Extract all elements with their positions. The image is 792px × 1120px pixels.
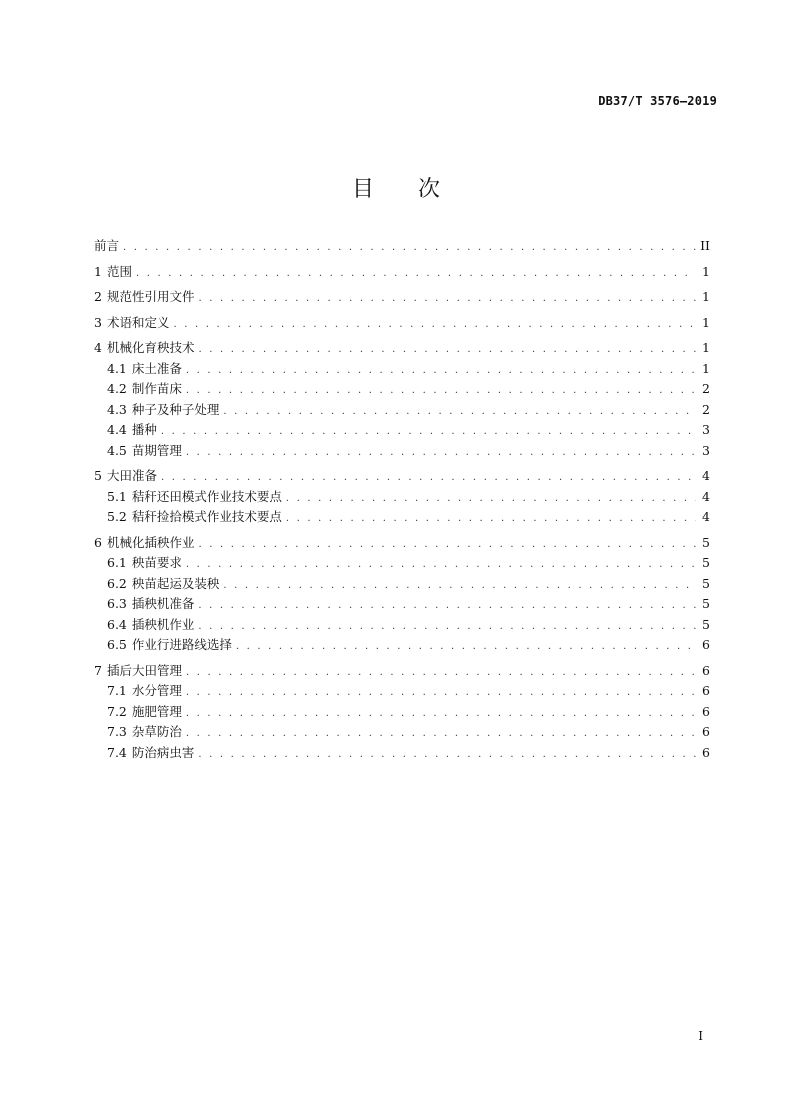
toc-entry-title: 秸秆还田模式作业技术要点 bbox=[131, 488, 282, 504]
toc-entry-number: 4 bbox=[94, 340, 102, 355]
toc-title: 目次 bbox=[351, 177, 484, 202]
toc-entry-number: 1 bbox=[94, 263, 102, 279]
toc-entry-title: 插秧机准备 bbox=[131, 596, 195, 611]
toc-entry-page: 1 bbox=[702, 263, 710, 279]
toc-entry[interactable] bbox=[94, 262, 710, 283]
toc-entry-number: 4.3 bbox=[107, 401, 127, 417]
toc-entry[interactable] bbox=[94, 400, 710, 421]
toc-entry[interactable] bbox=[94, 702, 710, 723]
toc-entry-page: 6 bbox=[702, 724, 710, 739]
toc-leader-dots bbox=[236, 637, 696, 658]
toc-entry[interactable] bbox=[94, 507, 710, 528]
toc-entry[interactable] bbox=[94, 743, 710, 764]
toc-entry-page: 6 bbox=[702, 662, 710, 678]
toc-entry-page: 2 bbox=[702, 381, 710, 396]
toc-entry-page: 5 bbox=[702, 555, 710, 570]
toc-leader-dots bbox=[198, 289, 696, 310]
toc-leader-dots bbox=[198, 617, 696, 638]
toc-leader-dots bbox=[198, 535, 696, 556]
toc-leader-dots bbox=[186, 443, 696, 464]
toc-entry-number: 7.2 bbox=[107, 703, 127, 719]
toc-entry-title: 秧苗起运及装秧 bbox=[131, 575, 220, 591]
toc-entry-page: 5 bbox=[702, 575, 710, 591]
toc-entry-page: 1 bbox=[702, 314, 710, 330]
toc-entry[interactable] bbox=[94, 420, 710, 441]
toc-entry-title: 插秧机作业 bbox=[131, 616, 195, 632]
toc-entry[interactable] bbox=[94, 441, 710, 462]
toc-entry-number: 4.2 bbox=[107, 381, 127, 396]
toc-entry-number: 7.4 bbox=[107, 744, 127, 760]
toc-leader-dots bbox=[161, 422, 696, 443]
toc-entry[interactable] bbox=[94, 661, 710, 682]
toc-entry-number: 7.1 bbox=[107, 683, 127, 698]
toc-entry-page: 6 bbox=[702, 683, 710, 698]
toc-entry-number: 6.5 bbox=[107, 637, 127, 652]
toc-leader-dots bbox=[198, 745, 696, 766]
toc-entry-title: 秸秆捡拾模式作业技术要点 bbox=[131, 509, 282, 524]
toc-entry-page: 1 bbox=[702, 340, 710, 355]
toc-entry-page: 4 bbox=[702, 468, 710, 483]
toc-entry-number: 7.3 bbox=[107, 724, 127, 739]
toc-leader-dots bbox=[186, 683, 696, 704]
toc-entry-number: 3 bbox=[94, 314, 102, 330]
toc-entry-title: 床土准备 bbox=[131, 360, 182, 376]
toc-entry-number: 5 bbox=[94, 468, 102, 483]
toc-entry[interactable] bbox=[94, 313, 710, 334]
toc-entry-title: 前言 bbox=[94, 238, 120, 253]
toc-entry-page: 3 bbox=[702, 442, 710, 458]
toc-entry-page: 5 bbox=[702, 596, 710, 611]
toc-entry-title: 种子及种子处理 bbox=[131, 401, 220, 417]
toc-entry-page: 5 bbox=[702, 616, 710, 632]
toc-entry[interactable] bbox=[94, 379, 710, 400]
toc-entry-page: 1 bbox=[702, 289, 710, 304]
toc-leader-dots bbox=[198, 596, 696, 617]
toc-entry-title: 苗期管理 bbox=[131, 442, 182, 458]
toc-entry[interactable] bbox=[94, 553, 710, 574]
toc-entry[interactable] bbox=[94, 722, 710, 743]
toc-entry-number: 7 bbox=[94, 662, 102, 678]
toc-entry[interactable] bbox=[94, 615, 710, 636]
toc-entry-number: 6.3 bbox=[107, 596, 127, 611]
toc-leader-dots bbox=[286, 509, 696, 530]
toc-entry-number: 5.1 bbox=[107, 488, 127, 504]
toc-entry-number: 5.2 bbox=[107, 509, 127, 524]
toc-entry[interactable] bbox=[94, 287, 710, 308]
toc-entry-number: 4.1 bbox=[107, 360, 127, 376]
toc-leader-dots bbox=[186, 555, 696, 576]
toc-entry-page: 6 bbox=[702, 637, 710, 652]
toc-leader-dots bbox=[286, 489, 696, 510]
toc-entry-title: 大田准备 bbox=[106, 468, 157, 483]
toc-entry-title: 杂草防治 bbox=[131, 724, 182, 739]
toc-leader-dots bbox=[161, 468, 696, 489]
toc-entry[interactable] bbox=[94, 635, 710, 656]
toc-entry-page: 3 bbox=[702, 422, 710, 437]
toc-entry-page: 2 bbox=[702, 401, 710, 417]
toc-entry-title: 术语和定义 bbox=[106, 314, 170, 330]
toc-entry-page: II bbox=[700, 238, 710, 253]
document-code: DB37/T 3576—2019 bbox=[598, 94, 717, 108]
toc-leader-dots bbox=[186, 663, 696, 684]
toc-leader-dots bbox=[186, 724, 696, 745]
toc-entry-number: 2 bbox=[94, 289, 102, 304]
toc-entry-page: 4 bbox=[702, 509, 710, 524]
toc-entry-number: 4.4 bbox=[107, 422, 127, 437]
toc-entry-number: 6 bbox=[94, 534, 102, 550]
toc-leader-dots bbox=[173, 315, 696, 336]
toc-entry[interactable] bbox=[94, 681, 710, 702]
page-number: I bbox=[698, 1029, 703, 1043]
toc-entry-title: 秧苗要求 bbox=[131, 555, 182, 570]
toc-entry[interactable] bbox=[94, 466, 710, 487]
toc-entry-number: 6.4 bbox=[107, 616, 127, 632]
toc-entry-page: 1 bbox=[702, 360, 710, 376]
toc-entry[interactable] bbox=[94, 236, 710, 257]
table-of-contents bbox=[94, 236, 710, 763]
toc-entry[interactable] bbox=[94, 487, 710, 508]
toc-leader-dots bbox=[223, 402, 696, 423]
toc-leader-dots bbox=[186, 381, 696, 402]
toc-entry[interactable] bbox=[94, 359, 710, 380]
toc-leader-dots bbox=[136, 264, 696, 285]
toc-entry-title: 播种 bbox=[131, 422, 157, 437]
toc-entry-page: 4 bbox=[702, 488, 710, 504]
toc-entry[interactable] bbox=[94, 574, 710, 595]
toc-entry-title: 机械化插秧作业 bbox=[106, 534, 195, 550]
toc-entry-page: 5 bbox=[702, 534, 710, 550]
toc-leader-dots bbox=[186, 361, 696, 382]
toc-entry-title: 插后大田管理 bbox=[106, 662, 182, 678]
toc-entry-title: 作业行进路线选择 bbox=[131, 637, 232, 652]
toc-entry[interactable] bbox=[94, 594, 710, 615]
toc-entry-page: 6 bbox=[702, 703, 710, 719]
toc-leader-dots bbox=[223, 576, 696, 597]
toc-leader-dots bbox=[186, 704, 696, 725]
toc-entry-title: 施肥管理 bbox=[131, 703, 182, 719]
toc-entry[interactable] bbox=[94, 338, 710, 359]
toc-entry-page: 6 bbox=[702, 744, 710, 760]
toc-entry-number: 4.5 bbox=[107, 442, 127, 458]
toc-entry-title: 水分管理 bbox=[131, 683, 182, 698]
toc-entry-title: 范围 bbox=[106, 263, 132, 279]
toc-entry-number: 6.2 bbox=[107, 575, 127, 591]
toc-entry-title: 机械化育秧技术 bbox=[106, 340, 195, 355]
toc-entry-title: 制作苗床 bbox=[131, 381, 182, 396]
toc-entry-title: 规范性引用文件 bbox=[106, 289, 195, 304]
toc-entry-number: 6.1 bbox=[107, 555, 127, 570]
toc-entry[interactable] bbox=[94, 533, 710, 554]
toc-leader-dots bbox=[123, 238, 696, 259]
toc-leader-dots bbox=[198, 340, 696, 361]
toc-entry-title: 防治病虫害 bbox=[131, 744, 195, 760]
